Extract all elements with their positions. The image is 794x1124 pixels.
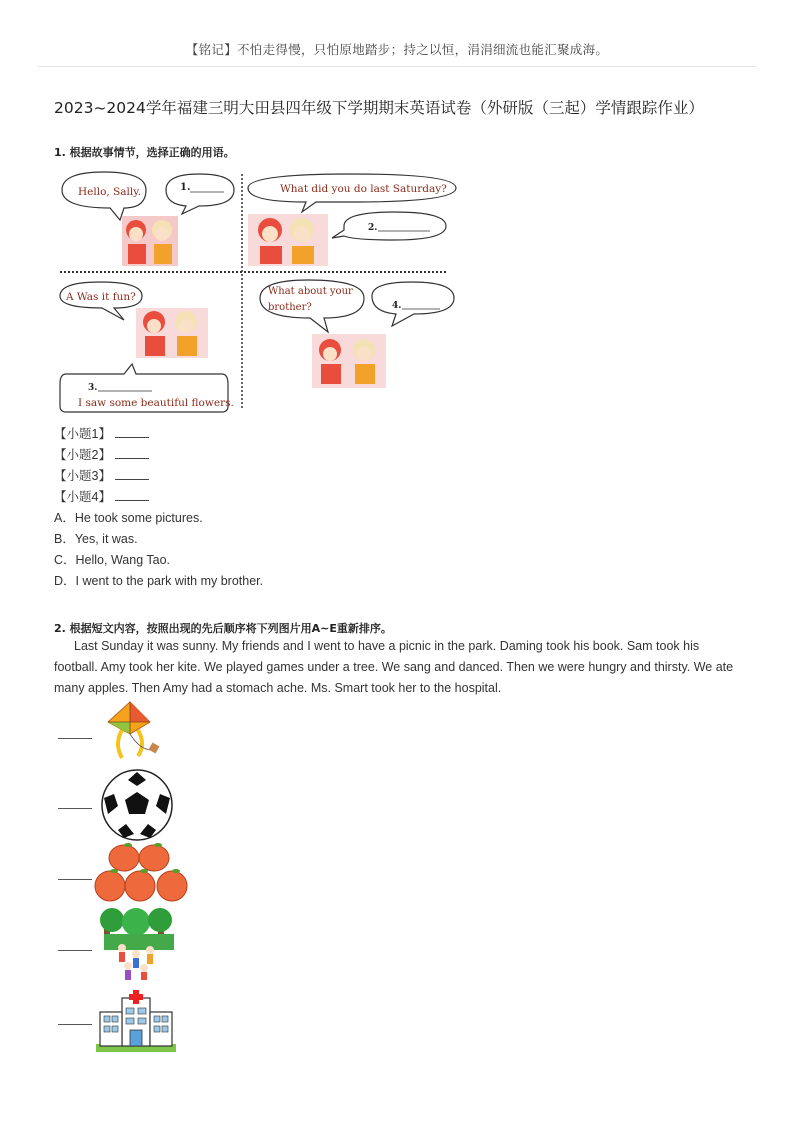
picture-answer-blank-2[interactable] <box>58 808 92 809</box>
bubble-blank-3 <box>60 364 234 412</box>
bubble-was-it-fun-text: A Was it fun? <box>66 291 136 303</box>
subquestion-4 <box>54 487 149 505</box>
answer-blank-4[interactable] <box>115 490 149 501</box>
subquestion-1 <box>54 424 149 442</box>
comic-strip <box>54 168 464 418</box>
bubble-blank-1-label: 1. <box>180 182 191 193</box>
answer-blank-2[interactable] <box>115 448 149 459</box>
bubble-hello <box>62 172 146 220</box>
bubble-blank-3-label: 3. <box>88 383 98 393</box>
hospital-picture <box>96 990 176 1054</box>
picture-answer-blank-3[interactable] <box>58 879 92 880</box>
bubble-blank-1 <box>166 174 234 214</box>
bubble-what-did <box>248 174 456 212</box>
bubble-blank-2-label: 2. <box>368 223 378 233</box>
option-d: D．I went to the park with my brother. <box>54 574 264 588</box>
characters-panel-2 <box>248 214 328 266</box>
bubble-blank-4 <box>372 282 454 326</box>
option-a: A．He took some pictures. <box>54 511 203 525</box>
characters-panel-1 <box>122 216 178 266</box>
question-1-heading: 1. 根据故事情节，选择正确的用语。 <box>54 146 235 159</box>
answer-blank-1[interactable] <box>115 427 149 438</box>
question-2-heading: 2. 根据短文内容，按照出现的先后顺序将下列图片用A~E重新排序。 <box>54 622 392 635</box>
answer-blank-3[interactable] <box>115 469 149 480</box>
subquestion-2 <box>54 445 149 463</box>
subquestion-2-label: 【小题2】 <box>54 448 111 462</box>
characters-panel-4 <box>312 334 386 388</box>
bubble-what-about <box>260 280 364 332</box>
question-2-passage: Last Sunday it was sunny. My friends and I went to have a picnic in the park. Daming took his book. Sam took his football. Amy took her kite. We played games under a tree. We sang and danced. Then we were hungry and thirsty. We ate many apples. Then Amy had a stomach ache. Ms. Smart took her to the hospital. <box>54 639 734 695</box>
bubble-blank-2 <box>332 212 446 240</box>
picture-answer-blank-1[interactable] <box>58 738 92 739</box>
subquestion-1-label: 【小题1】 <box>54 427 111 441</box>
bubble-flowers-text: I saw some beautiful flowers. <box>78 397 234 409</box>
kite-picture <box>100 700 166 768</box>
page-title: 2023~2024学年福建三明大田县四年级下学期期末英语试卷（外研版（三起）学情跟踪作业） <box>54 99 704 117</box>
subquestion-4-label: 【小题4】 <box>54 490 111 504</box>
bubble-was-it-fun <box>60 282 142 320</box>
dancing-picture <box>100 908 176 982</box>
subquestion-3-label: 【小题3】 <box>54 469 111 483</box>
header-divider <box>38 66 756 67</box>
header-motto: 【铭记】不怕走得慢，只怕原地踏步；持之以恒，涓涓细流也能汇聚成海。 <box>185 42 609 57</box>
bubble-what-about-text-1: What about your <box>268 286 353 297</box>
football-picture <box>100 768 174 842</box>
picture-answer-blank-4[interactable] <box>58 950 92 951</box>
bubble-hello-text: Hello, Sally. <box>78 186 142 198</box>
apples-picture <box>94 842 192 906</box>
bubble-what-did-text: What did you do last Saturday? <box>280 183 447 195</box>
option-b: B．Yes, it was. <box>54 532 138 546</box>
bubble-blank-4-label: 4. <box>392 301 402 311</box>
bubble-what-about-text-2: brother? <box>268 302 312 313</box>
picture-answer-blank-5[interactable] <box>58 1024 92 1025</box>
option-c: C．Hello, Wang Tao. <box>54 553 171 567</box>
characters-panel-3 <box>136 308 208 358</box>
subquestion-3 <box>54 466 149 484</box>
